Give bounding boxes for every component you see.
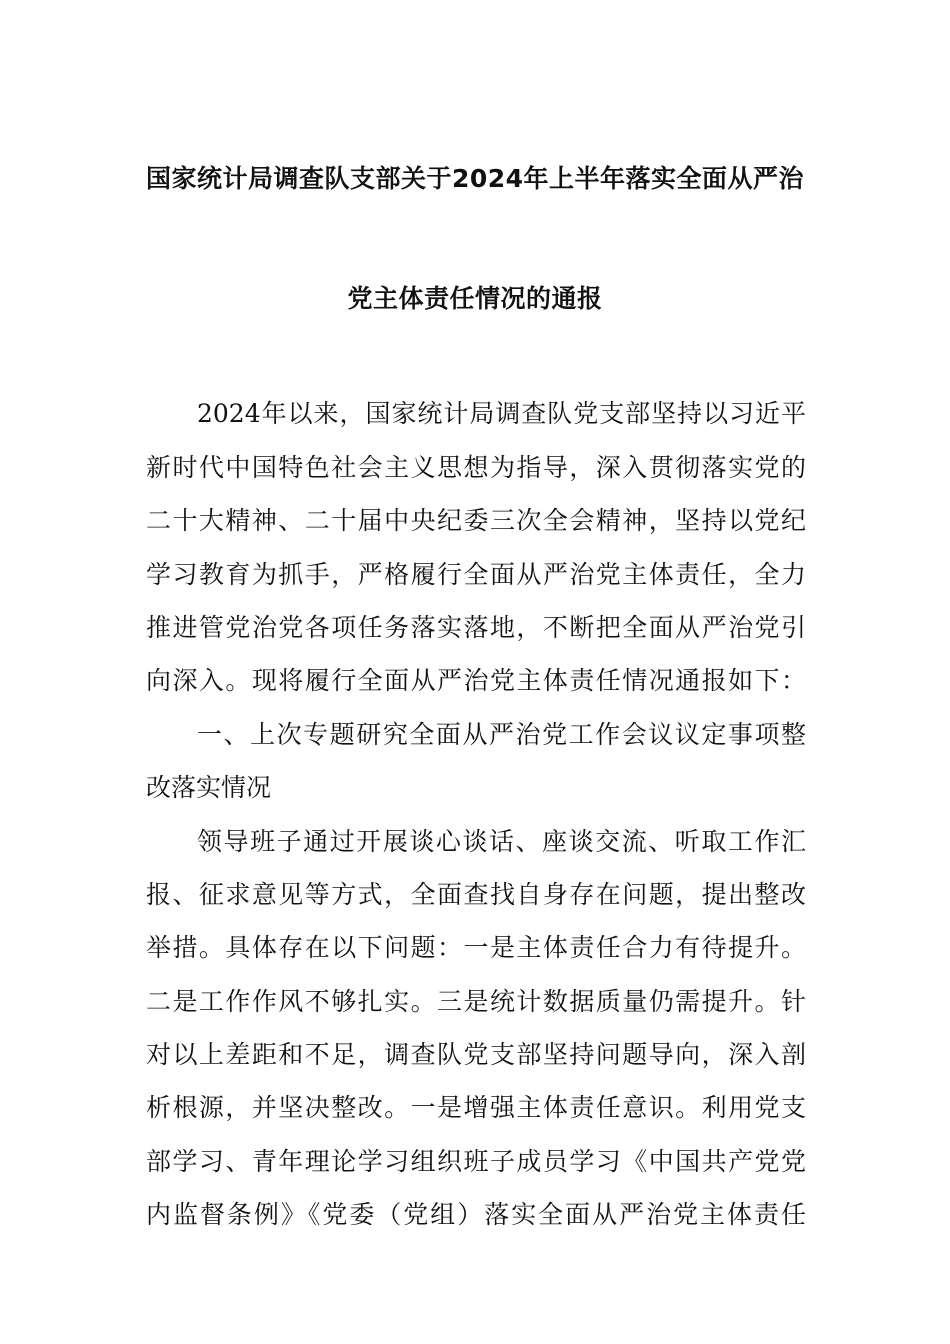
body-line: 二十大精神、二十届中央纪委三次全会精神，坚持以党纪 bbox=[146, 506, 806, 535]
body-line: 报、征求意见等方式，全面查找自身存在问题，提出整改 bbox=[146, 880, 806, 909]
body-line: 二是工作作风不够扎实。三是统计数据质量仍需提升。针 bbox=[146, 987, 806, 1016]
document-title-line-1: 国家统计局调查队支部关于2024年上半年落实全面从严治 bbox=[145, 164, 805, 193]
body-line: 内监督条例》《党委（党组）落实全面从严治党主体责任 bbox=[146, 1200, 806, 1229]
body-line: 析根源，并坚决整改。一是增强主体责任意识。利用党支 bbox=[146, 1093, 806, 1122]
body-line: 2024年以来，国家统计局调查队党支部坚持以习近平 bbox=[197, 399, 806, 428]
body-line: 领导班子通过开展谈心谈话、座谈交流、听取工作汇 bbox=[197, 827, 806, 856]
body-line: 对以上差距和不足，调查队党支部坚持问题导向，深入剖 bbox=[146, 1040, 806, 1069]
body-line: 举措。具体存在以下问题：一是主体责任合力有待提升。 bbox=[146, 933, 806, 962]
body-line: 部学习、青年理论学习组织班子成员学习《中国共产党党 bbox=[146, 1147, 806, 1176]
section-heading-line: 一、上次专题研究全面从严治党工作会议议定事项整 bbox=[197, 720, 806, 749]
body-line: 学习教育为抓手，严格履行全面从严治党主体责任，全力 bbox=[146, 560, 806, 589]
body-line: 新时代中国特色社会主义思想为指导，深入贯彻落实党的 bbox=[146, 453, 806, 482]
document-title-line-2: 党主体责任情况的通报 bbox=[347, 284, 603, 313]
body-line: 向深入。现将履行全面从严治党主体责任情况通报如下： bbox=[146, 666, 806, 695]
body-line: 推进管党治党各项任务落实落地，不断把全面从严治党引 bbox=[146, 613, 806, 642]
section-heading-line: 改落实情况 bbox=[146, 773, 272, 802]
